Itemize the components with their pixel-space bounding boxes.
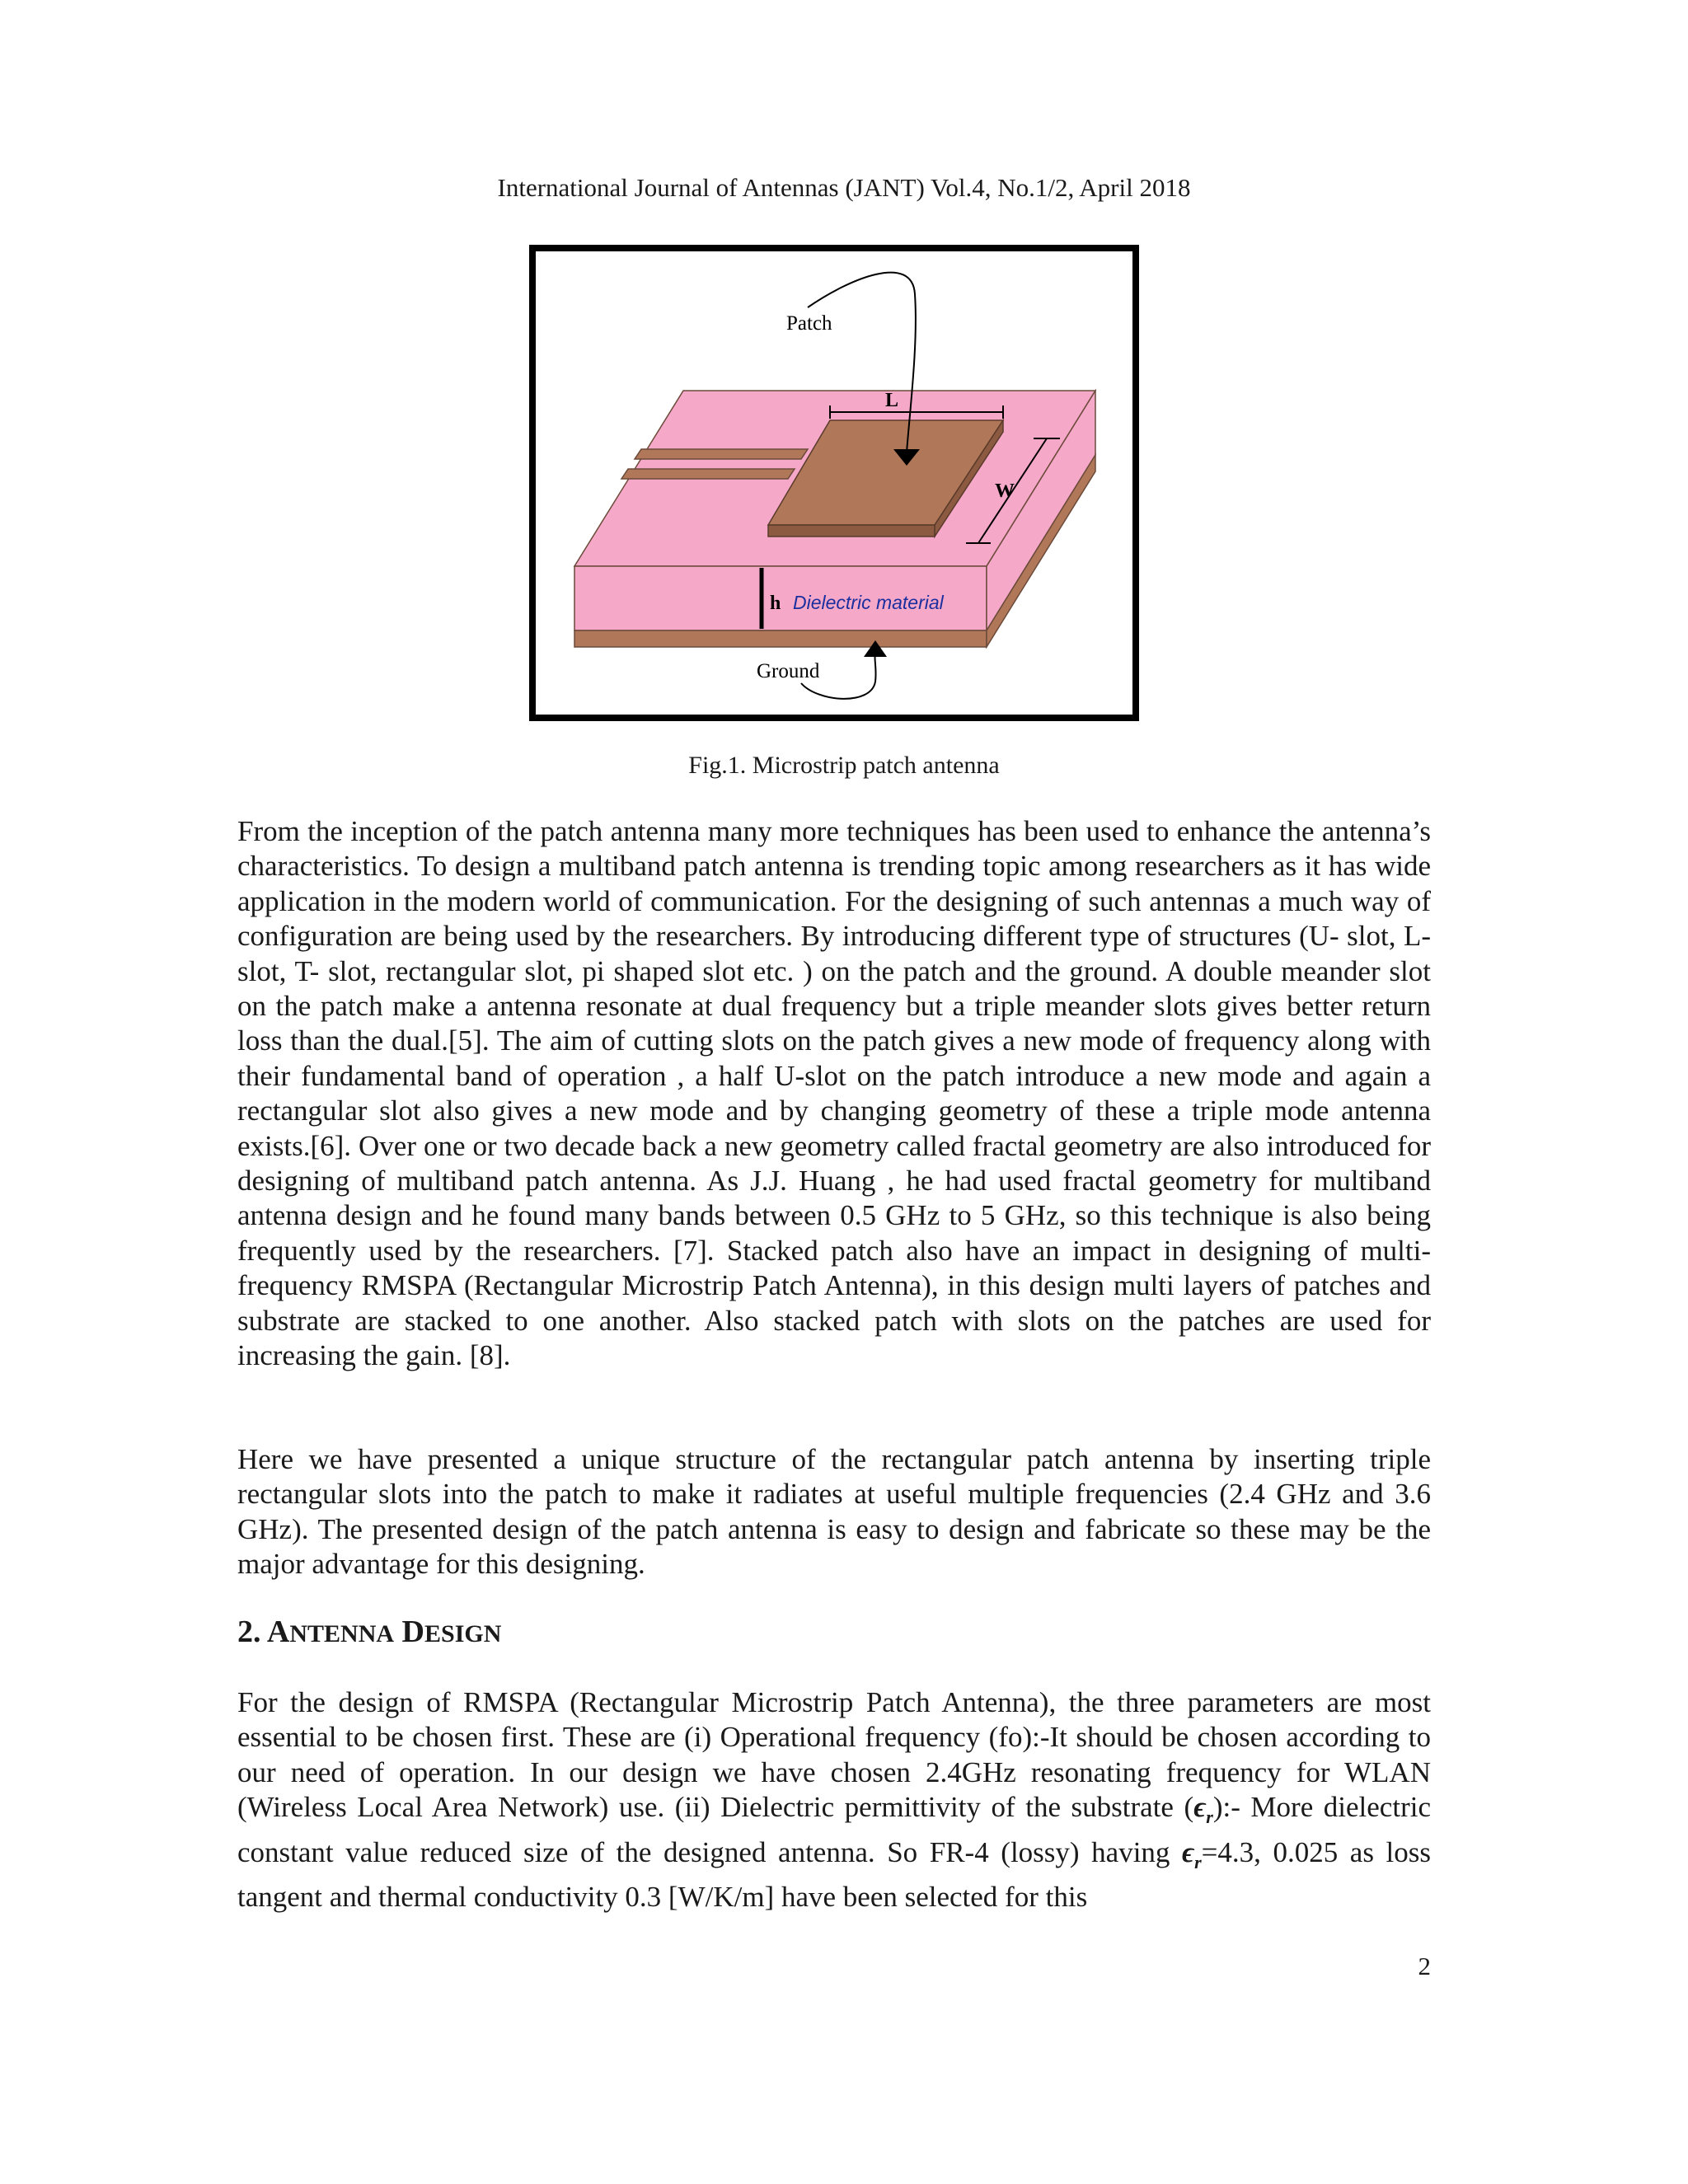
- paragraph-design-parameters: For the design of RMSPA (Rectangular Microstrip Patch Antenna), the three parameters are most essential to be chosen first. These are (i) Operational frequency (fo):-It should be chosen according to our need of operation. In our design we have chosen 2.4GHz resonating frequency for WLAN (Wireless Local Area Network) use. (ii) Dielectric permittivity of the substrate $(\epsilon_r):-$ More dielectric constant value reduced size of the designed antenna. So FR-4 (lossy) having $\epsilon_r=4.3$, 0.025 as loss tangent and thermal conductivity 0.3 [W/K/m] have been selected for this: [237, 1686, 1432, 1914]
- antenna-diagram: [529, 245, 1139, 721]
- patch-label: Patch: [786, 312, 832, 335]
- ground-label: Ground: [757, 660, 820, 682]
- ground-plane-front: [574, 630, 987, 647]
- paragraph-introduction: From the inception of the patch antenna many more techniques has been used to enhance the antenna’s characteristics. To design a multiband patch antenna is trending topic among researchers as it has wide application in the modern world of communication. For the designing of such antennas a much way of configuration are being used by the researchers. By introducing different type of structures (U- slot, L- slot, T- slot, rectangular slot, pi shaped slot etc. ) on the patch and the ground. A double meander slot on the patch make a antenna resonate at dual frequency but a triple meander slots gives better return loss than the dual.[5]. The aim of cutting slots on the patch gives a new mode of frequency along with their fundamental band of operation , a half U-slot on the patch introduce a new mode and again a rectangular slot also gives a new mode and by changing geometry of these a triple mode antenna exists.[6]. Over one or two decade back a new geometry called fractal geometry are also introduced for designing of multiband patch antenna. As J.J. Huang , he had used fractal geometry for multiband antenna design and he found many bands between 0.5 GHz to 5 GHz, so this technique is also being frequently used by the researchers. [7]. Stacked patch also have an impact in designing of multi-frequency RMSPA (Rectangular Microstrip Patch Antenna), in this design multi layers of patches and substrate are stacked to one another. Also stacked patch with slots on the patches are used for increasing the gain. [8].: [237, 815, 1431, 1372]
- length-label: L: [885, 390, 899, 411]
- epsilon-r-symbol: $\epsilon_r$: [1182, 1835, 1202, 1872]
- paragraph-proposed-design: Here we have presented a unique structure of the rectangular patch antenna by inserting triple rectangular slots into the patch to make it radiates at useful multiple frequencies (2.4 GHz and 3.6 GHz). The presented design of the patch antenna is easy to design and fabricate so these may be the major advantage for this designing.: [237, 1443, 1431, 1581]
- height-label: h: [770, 593, 781, 614]
- feed-line-lower: [621, 469, 795, 479]
- patch-front: [768, 525, 935, 537]
- figure-microstrip-patch-antenna: [529, 245, 1139, 721]
- width-label: W: [995, 480, 1015, 502]
- page-number: 2: [1418, 1952, 1431, 1980]
- running-header: International Journal of Antennas (JANT) Vol.4, No.1/2, April 2018: [497, 173, 1191, 202]
- section-number: 2.: [237, 1615, 261, 1649]
- section-heading-antenna-design: 2. ANTENNA DESIGN: [237, 1615, 502, 1649]
- epsilon-r-symbol: $\epsilon_r$: [1193, 1791, 1213, 1828]
- dielectric-label: Dielectric material: [793, 592, 944, 613]
- feed-line: [635, 449, 808, 459]
- figure-caption: Fig.1. Microstrip patch antenna: [688, 752, 1000, 779]
